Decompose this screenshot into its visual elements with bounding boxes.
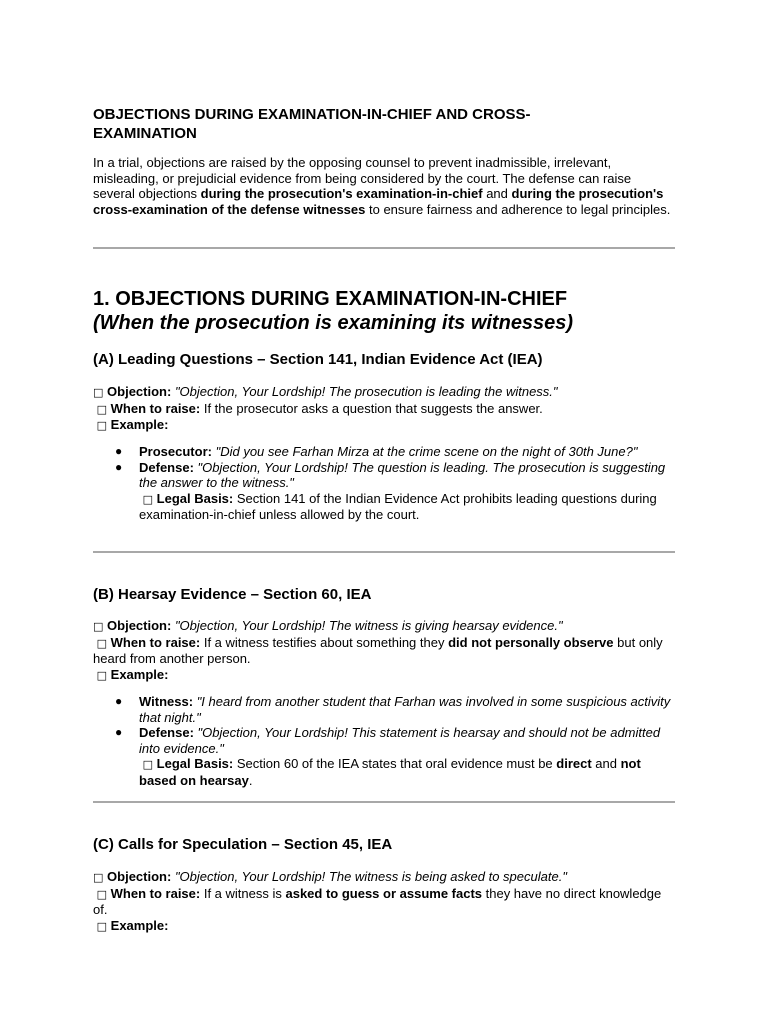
section-c-example: [93, 918, 675, 935]
section-b-example: [93, 667, 675, 684]
legal-label: Legal Basis:: [156, 756, 234, 771]
checkbox-icon: □: [96, 919, 108, 933]
section-c-heading: (C) Calls for Speculation – Section 45, IEA: [93, 836, 393, 853]
checkbox-icon: □: [96, 402, 108, 416]
legal-text-3: .: [248, 772, 253, 788]
intro-bold-2: during the prosecution's cross-examination of the defense witnesses: [93, 186, 664, 217]
section-b-objection: [93, 618, 675, 635]
objection-text: "Objection, Your Lordship! The witness is being asked to speculate.": [174, 869, 567, 884]
when-text-1: If a witness testifies about something they: [200, 634, 449, 650]
checkbox-icon: □: [93, 620, 104, 633]
checkbox-icon: □: [96, 636, 108, 650]
objection-label: Objection:: [107, 869, 172, 884]
legal-text: Section 141 of the Indian Evidence Act prohibits leading questions during examination-in-chief unless allowed by the court.: [139, 490, 657, 522]
document-title: OBJECTIONS DURING EXAMINATION-IN-CHIEF AND CROSS-EXAMINATION: [93, 106, 531, 142]
prosecutor-label: Prosecutor:: [139, 444, 212, 459]
bullet-icon: ●: [115, 694, 123, 708]
example-label: Example:: [110, 917, 169, 933]
when-label: When to raise:: [110, 634, 201, 650]
intro-paragraph: [93, 155, 673, 217]
section-c-objection: [93, 869, 675, 886]
defense-text: "Objection, Your Lordship! This statement is hearsay and should not be admitted into evidence.": [139, 725, 661, 756]
bullet-icon: ●: [115, 725, 123, 739]
when-text-2: but only heard from another person.: [93, 634, 663, 666]
example-label: Example:: [110, 666, 169, 682]
section-b-when: [93, 635, 675, 667]
objection-label: Objection:: [107, 618, 172, 633]
list-item: [93, 444, 675, 460]
legal-bold-2: not based on hearsay: [139, 756, 641, 788]
checkbox-icon: □: [142, 492, 154, 506]
when-text-2: they have no direct knowledge of.: [93, 885, 662, 917]
section-c-when: [93, 886, 675, 918]
legal-bold-1: direct: [556, 756, 592, 771]
legal-label: Legal Basis:: [156, 490, 234, 506]
objection-label: Objection:: [107, 384, 172, 399]
intro-text-2: and: [482, 186, 512, 201]
divider-3: [93, 801, 675, 803]
legal-text-1: Section 60 of the IEA states that oral evidence must be: [233, 756, 557, 771]
when-text: If the prosecutor asks a question that suggests the answer.: [200, 400, 543, 416]
defense-text: "Objection, Your Lordship! The question is leading. The prosecution is suggesting the answer to the witness.": [139, 459, 666, 490]
section-b-heading: (B) Hearsay Evidence – Section 60, IEA: [93, 586, 372, 603]
checkbox-icon: □: [96, 887, 108, 901]
section-a-objection: [93, 384, 675, 401]
list-item: [93, 725, 675, 788]
checkbox-icon: □: [93, 386, 104, 399]
bullet-icon: ●: [115, 459, 123, 474]
section-1-heading: [93, 287, 693, 335]
checkbox-icon: □: [93, 871, 104, 884]
section-1-subtitle: (When the prosecution is examining its witnesses): [93, 312, 574, 334]
when-bold-1: asked to guess or assume facts: [285, 885, 483, 901]
objection-text: "Objection, Your Lordship! The prosecution is leading the witness.": [174, 384, 558, 399]
checkbox-icon: □: [96, 419, 108, 432]
when-label: When to raise:: [110, 400, 201, 416]
checkbox-icon: □: [96, 668, 108, 682]
divider-1: [93, 247, 675, 249]
section-b-example-list: [93, 694, 675, 788]
section-c-details: [93, 869, 675, 934]
intro-text-3: to ensure fairness and adherence to legal principles.: [365, 201, 671, 217]
section-a-heading: (A) Leading Questions – Section 141, Indian Evidence Act (IEA): [93, 351, 543, 368]
bullet-icon: ●: [115, 444, 123, 458]
example-label: Example:: [110, 417, 169, 432]
when-bold-1: did not personally observe: [448, 634, 614, 650]
section-1-title: 1. OBJECTIONS DURING EXAMINATION-IN-CHIEF: [93, 288, 568, 310]
intro-text-1: In a trial, objections are raised by the opposing counsel to prevent inadmissible, irrelevant, misleading, or prejudicial evidence from being considered by the court. The defense can raise several objections: [93, 155, 632, 201]
section-a-example-list: [93, 444, 675, 523]
divider-2: [93, 551, 675, 553]
when-label: When to raise:: [110, 885, 201, 901]
legal-text-2: and: [591, 756, 621, 771]
when-text-1: If a witness is: [200, 885, 286, 901]
section-a-example: [93, 417, 675, 434]
list-item: [93, 694, 675, 725]
list-item: [93, 460, 675, 523]
section-b-details: [93, 618, 675, 683]
section-a-details: [93, 384, 675, 434]
witness-text: "I heard from another student that Farhan was involved in some suspicious activity that night.": [139, 694, 671, 725]
objection-text: "Objection, Your Lordship! The witness is giving hearsay evidence.": [174, 618, 563, 633]
defense-label: Defense:: [139, 725, 194, 740]
prosecutor-text: "Did you see Farhan Mirza at the crime scene on the night of 30th June?": [215, 444, 638, 459]
defense-label: Defense:: [139, 459, 194, 475]
section-a-when: [93, 401, 675, 418]
intro-bold-1: during the prosecution's examination-in-chief: [200, 186, 483, 201]
checkbox-icon: □: [142, 758, 154, 771]
witness-label: Witness:: [139, 694, 194, 709]
